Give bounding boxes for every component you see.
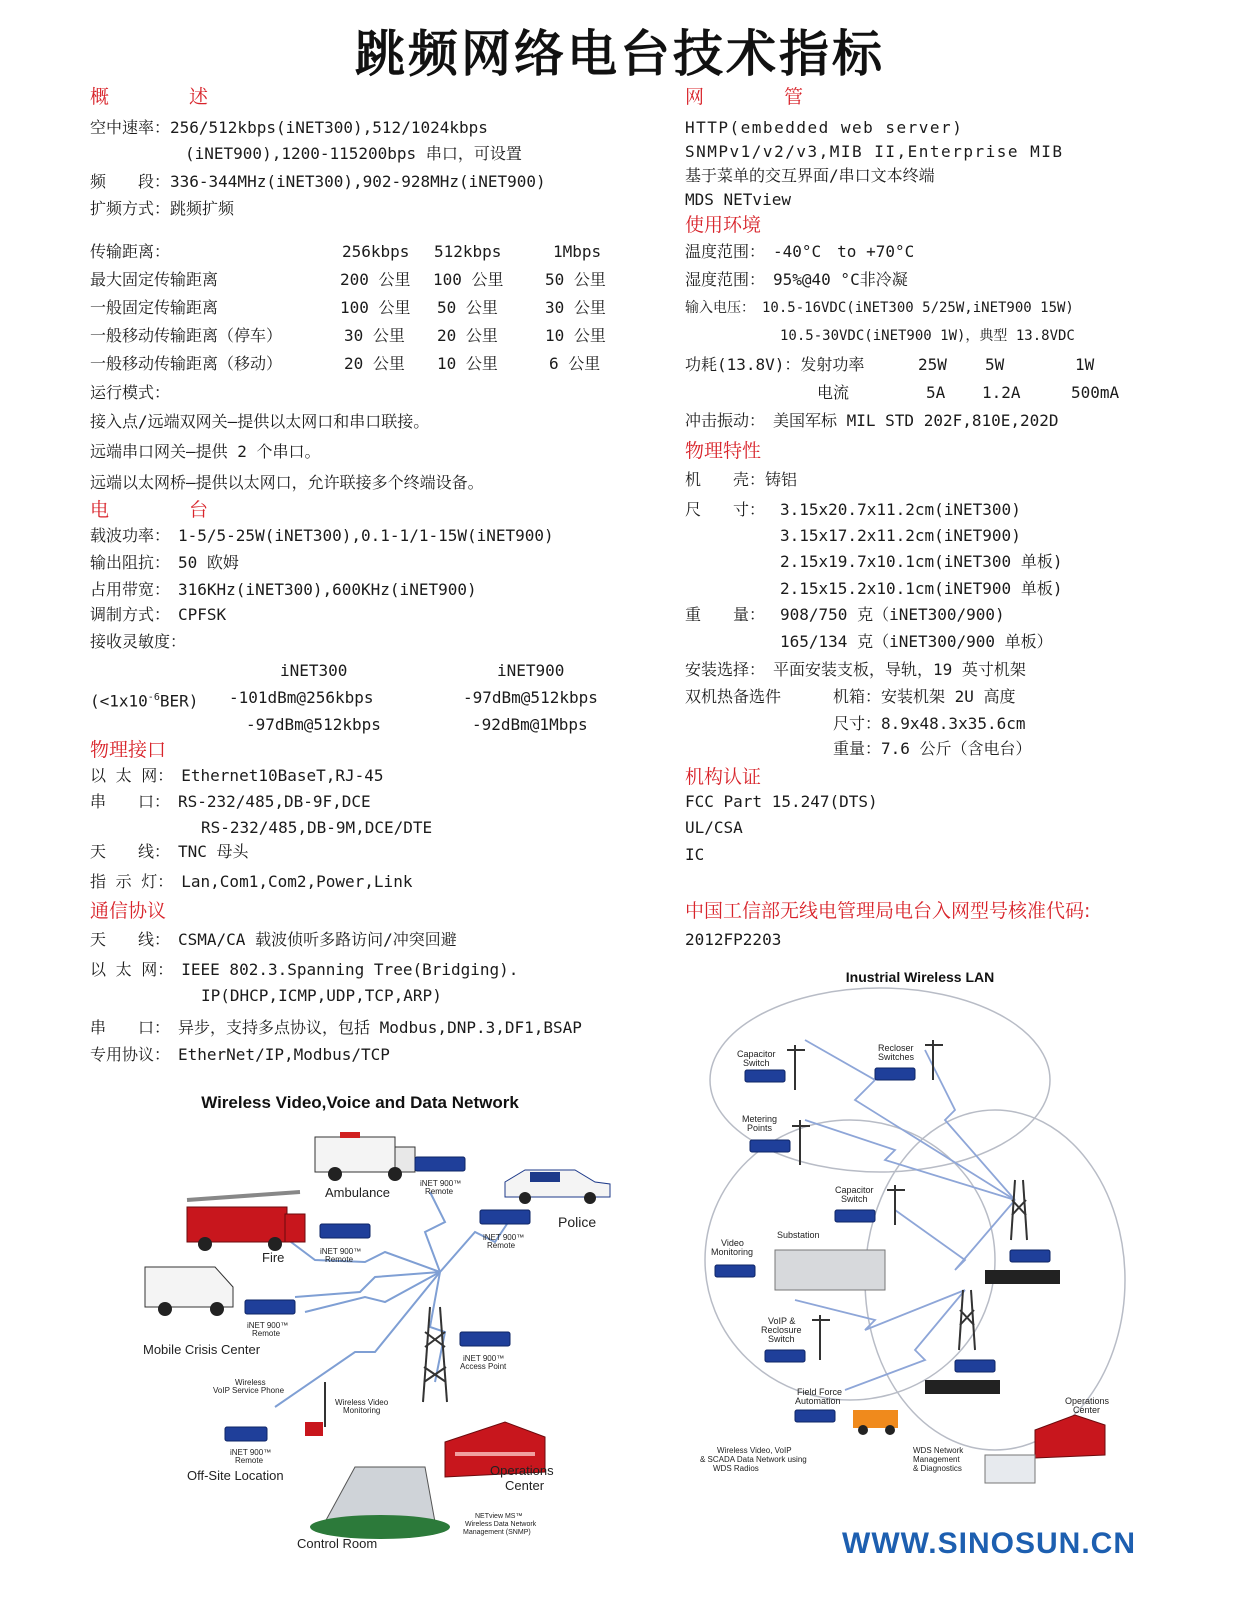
range-row-cell: 50 公里 [437, 298, 498, 317]
center-label: Center [1073, 1405, 1101, 1415]
video-monitoring-label-2: Monitoring [343, 1406, 381, 1415]
range-row-cell: 100 公里 [433, 270, 504, 289]
serial-protocol: 串 口： 异步，支持多点协议，包括 Modbus,DNP.3,DF1,BSAP [90, 1018, 582, 1037]
inet-remote-label: iNET 900™ [420, 1179, 462, 1188]
netview-label: NETview MS™ [475, 1513, 523, 1520]
mobile-crisis-label: Mobile Crisis Center [143, 1342, 261, 1357]
led-indicators: 指 示 灯： Lan,Com1,Com2,Power,Link [90, 872, 413, 891]
power-value: 1W [1075, 355, 1095, 374]
inet-remote-label: iNET 900™ [463, 1354, 505, 1363]
range-row-cell: 100 公里 [340, 298, 411, 317]
input-voltage-cont: 10.5-30VDC(iNET900 1W)，典型 13.8VDC [780, 328, 1075, 344]
monitoring-label: Monitoring [711, 1247, 754, 1257]
inet-remote-label: iNET 900™ [320, 1247, 362, 1256]
remote-label: Remote [425, 1187, 454, 1196]
substation-icon [775, 1250, 885, 1290]
environment-heading: 使用环境 [685, 214, 762, 236]
wireless-network-diagram [125, 1082, 625, 1562]
ethernet-protocol: 以 太 网： IEEE 802.3.Spanning Tree(Bridging). [90, 960, 519, 979]
ber-label: $(<1x10^{-6}BER)$ [90, 691, 199, 711]
modulation: 调制方式： CPFSK [90, 605, 227, 624]
police-label: Police [558, 1214, 597, 1230]
field-force-label: Field Force [797, 1387, 843, 1397]
management-console-icon [985, 1455, 1035, 1483]
sens-value: -101dBm@256kbps [229, 688, 374, 707]
netview-label-3: Management (SNMP) [463, 1529, 531, 1536]
mounting: 安装选择： 平面安装支板，导轨，19 英寸机架 [685, 660, 1026, 679]
power-value: 25W [918, 355, 947, 374]
band: 频 段：336-344MHz(iNET300),902-928MHz(iNET900) [90, 172, 546, 191]
size-value: 2.15x19.7x10.1cm(iNET300 单板) [780, 552, 1063, 571]
fire-label: Fire [262, 1250, 285, 1265]
serial-interface: 串 口： RS-232/485,DB-9F,DCE [90, 792, 371, 811]
voip-label-2: VoIP Service Phone [213, 1386, 285, 1395]
sens-value: -97dBm@512kbps [463, 688, 598, 707]
antenna-interface: 天 线： TNC 母头 [90, 842, 249, 861]
mode-item: 接入点/远端双网关—提供以太网口和串口联接。 [90, 412, 430, 431]
physical-heading: 物理特性 [685, 440, 762, 462]
substation-label: Substation [777, 1230, 820, 1240]
spread-method: 扩频方式：跳频扩频 [90, 199, 235, 218]
recloser-label: Recloser [878, 1043, 914, 1053]
video-monitoring-label: Wireless Video [335, 1398, 389, 1407]
range-header-256: 256kbps [342, 242, 410, 261]
cap-switch-label: Capacitor [737, 1049, 776, 1059]
wds-label-2: Management [913, 1455, 960, 1464]
sens-value: -97dBm@512kbps [246, 715, 381, 734]
occupied-bandwidth: 占用带宽： 316KHz(iNET300),600KHz(iNET900) [90, 580, 477, 599]
size-label: 尺 寸： [685, 500, 766, 519]
mgmt-line: HTTP(embedded web server) [685, 118, 964, 137]
sens-col-inet900: iNET900 [497, 661, 565, 680]
range-row-cell: 6 公里 [549, 354, 601, 373]
current-value: 1.2A [982, 383, 1021, 402]
cert-line: IC [685, 845, 705, 864]
air-rate: 空中速率：256/512kbps(iNET300),512/1024kbps [90, 118, 488, 137]
ethernet-protocol-cont: IP(DHCP,ICMP,UDP,TCP,ARP) [201, 986, 442, 1005]
mgmt-line: MDS NETview [685, 190, 791, 209]
size-value: 3.15x17.2x11.2cm(iNET900) [780, 526, 1021, 545]
protocols-heading: 通信协议 [90, 900, 167, 922]
power-value: 5W [985, 355, 1005, 374]
remote-label: Remote [325, 1255, 354, 1264]
range-row-label: 最大固定传输距离 [90, 270, 219, 289]
netview-label-2: Wireless Data Network [465, 1521, 537, 1528]
voip-label: Wireless [235, 1378, 266, 1387]
current-label: 电流 [817, 383, 850, 402]
cert-line: FCC Part 15.247(DTS) [685, 792, 878, 811]
operations-label: Operations [490, 1463, 554, 1478]
range-header-512: 512kbps [434, 242, 502, 261]
wds-label-3: & Diagnostics [913, 1464, 962, 1473]
range-row-cell: 30 公里 [344, 326, 405, 345]
remote-label: Remote [252, 1329, 281, 1338]
range-row-cell: 10 公里 [545, 326, 606, 345]
certification-heading: 机构认证 [685, 766, 762, 788]
housing: 机 壳：铸铝 [685, 470, 798, 489]
industrial-wlan-diagram [695, 960, 1135, 1490]
right-figure-caption: Inustrial Wireless LAN [845, 969, 995, 985]
chassis-weight: 重量：7.6 公斤（含电台） [833, 739, 1032, 758]
radio-heading: 电 台 [90, 499, 223, 521]
size-value: 3.15x20.7x11.2cm(iNET300) [780, 500, 1021, 519]
humidity: 湿度范围： 95%@40 °C非冷凝 [685, 270, 908, 289]
automation-label: Automation [795, 1396, 841, 1406]
remote-label: Remote [235, 1456, 264, 1465]
range-header-1m: 1Mbps [553, 242, 602, 261]
metering-label: Metering [742, 1114, 778, 1124]
sensitivity-label: 接收灵敏度： [90, 632, 187, 651]
cap-switch-label: Capacitor [835, 1185, 874, 1195]
mode-item: 远端以太网桥—提供以太网口，允许联接多个终端设备。 [90, 473, 484, 492]
switch-label: Switch [743, 1058, 770, 1068]
mgmt-line: 基于菜单的交互界面/串口文本终端 [685, 166, 935, 185]
mode-label: 运行模式： [90, 383, 171, 402]
air-rate-cont: (iNET900),1200-115200bps 串口，可设置 [185, 144, 522, 163]
range-row-cell: 20 公里 [437, 326, 498, 345]
switches-label: Switches [878, 1052, 915, 1062]
overview-heading: 概 述 [90, 86, 223, 108]
access-point-label: Access Point [460, 1362, 507, 1371]
antenna-protocol: 天 线： CSMA/CA 载波侦听多路访问/冲突回避 [90, 930, 457, 949]
weight-value: 165/134 克（iNET300/900 单板） [780, 632, 1053, 651]
range-row-cell: 20 公里 [344, 354, 405, 373]
reclosure-label: Reclosure [761, 1325, 802, 1335]
cert-line: UL/CSA [685, 818, 743, 837]
range-row-label: 一般移动传输距离（移动） [90, 354, 283, 373]
management-heading: 网 管 [685, 86, 818, 108]
dedicated-protocol: 专用协议： EtherNet/IP,Modbus/TCP [90, 1045, 390, 1064]
video-label: Video [721, 1238, 744, 1248]
current-value: 5A [926, 383, 946, 402]
approval-heading: 中国工信部无线电管理局电台入网型号核准代码: [685, 900, 1091, 922]
output-impedance: 输出阻抗： 50 欧姆 [90, 553, 239, 572]
chassis-size: 尺寸：8.9x48.3x35.6cm [833, 714, 1026, 733]
approval-code: 2012FP2203 [685, 930, 782, 949]
range-row-cell: 10 公里 [437, 354, 498, 373]
weight-label: 重 量： [685, 605, 766, 624]
range-header-label: 传输距离： [90, 242, 171, 261]
wireless-video-label: Wireless Video, VoIP [717, 1446, 792, 1455]
power-label: 功耗(13.8V)：发射功率 [685, 355, 865, 374]
range-row-cell: 200 公里 [340, 270, 411, 289]
wds-label: WDS Network [913, 1446, 964, 1455]
remote-label: Remote [487, 1241, 516, 1250]
input-voltage: 输入电压： 10.5-16VDC(iNET300 5/25W,iNET900 15W) [685, 300, 1074, 316]
range-row-cell: 50 公里 [545, 270, 606, 289]
inet-remote-label: iNET 900™ [230, 1448, 272, 1457]
mgmt-line: SNMPv1/v2/v3,MIB II,Enterprise MIB [685, 142, 1064, 161]
page-title: 跳频网络电台技术指标 [355, 25, 885, 83]
inet-remote-label: iNET 900™ [483, 1233, 525, 1242]
voip-reclosure-label: VoIP & [768, 1316, 796, 1326]
sens-value: -92dBm@1Mbps [472, 715, 588, 734]
ethernet-interface: 以 太 网： Ethernet10BaseT,RJ-45 [90, 766, 384, 785]
offsite-label: Off-Site Location [187, 1468, 284, 1483]
serial-interface-cont: RS-232/485,DB-9M,DCE/DTE [201, 818, 433, 837]
hot-standby: 双机热备选件 [685, 687, 782, 706]
temperature: 温度范围： -40°C to +70°C [685, 242, 915, 261]
switch-label: Switch [768, 1334, 795, 1344]
control-room-label: Control Room [297, 1536, 378, 1551]
ops-label: Operations [1065, 1396, 1110, 1406]
wireless-video-label-3: WDS Radios [713, 1464, 759, 1473]
range-row-label: 一般固定传输距离 [90, 298, 219, 317]
wireless-video-label-2: & SCADA Data Network using [700, 1455, 807, 1464]
sens-col-inet300: iNET300 [280, 661, 348, 680]
weight-value: 908/750 克（iNET300/900) [780, 605, 1005, 624]
interfaces-heading: 物理接口 [90, 739, 167, 761]
ambulance-label: Ambulance [325, 1185, 391, 1200]
left-figure-caption: Wireless Video,Voice and Data Network [201, 1093, 519, 1112]
shock-vibration: 冲击振动： 美国军标 MIL STD 202F,810E,202D [685, 411, 1059, 430]
carrier-power: 载波功率： 1-5/5-25W(iNET300),0.1-1/1-15W(iNET900) [90, 526, 554, 545]
inet-remote-label: iNET 900™ [247, 1321, 289, 1330]
switch-label: Switch [841, 1194, 868, 1204]
range-row-cell: 30 公里 [545, 298, 606, 317]
mode-item: 远端串口网关—提供 2 个串口。 [90, 442, 321, 461]
points-label: Points [747, 1123, 773, 1133]
current-value: 500mA [1071, 383, 1120, 402]
size-value: 2.15x15.2x10.1cm(iNET900 单板) [780, 579, 1063, 598]
range-row-label: 一般移动传输距离（停车） [90, 326, 283, 345]
chassis: 机箱：安装机架 2U 高度 [833, 687, 1016, 706]
website-url[interactable]: WWW.SINOSUN.CN [842, 1527, 1136, 1560]
center-label: Center [505, 1478, 545, 1493]
